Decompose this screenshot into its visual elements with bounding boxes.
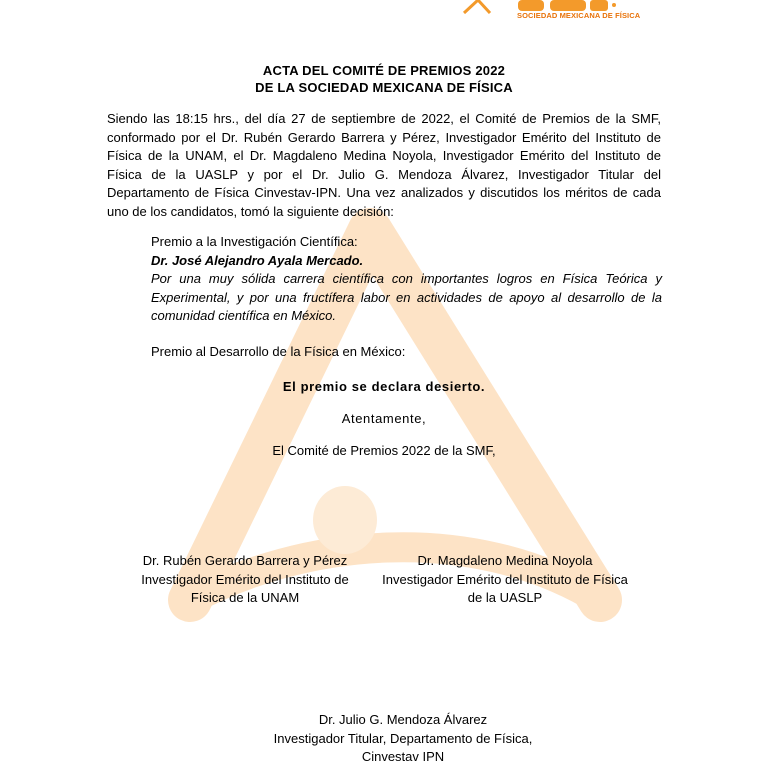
prize-development-heading: Premio al Desarrollo de la Física en México: xyxy=(151,344,406,359)
smf-logo xyxy=(460,0,640,24)
signature-name: Dr. Julio G. Mendoza Álvarez xyxy=(318,712,488,727)
signature-name: Dr. Rubén Gerardo Barrera y Pérez xyxy=(142,553,348,568)
signature-role: Investigador Titular, Departamento de Física, xyxy=(273,730,533,746)
prize-research-citation: Por una muy sólida carrera científica con importantes logros en Física Teórica y Experimental, y por una fructífera labor en actividades de apoyo al desarrollo de la comunidad científica en México. xyxy=(151,271,662,323)
prize-research-block xyxy=(151,233,662,326)
logo-subtitle: SOCIEDAD MEXICANA DE FÍSICA xyxy=(517,11,641,20)
signature-mendoza xyxy=(244,711,562,767)
signature-name: Dr. Magdaleno Medina Noyola xyxy=(417,553,593,568)
signature-role: Investigador Emérito del Instituto de xyxy=(141,571,349,587)
document-title-line-1: ACTA DEL COMITÉ DE PREMIOS 2022 xyxy=(262,63,506,78)
intro-paragraph: Siendo las 18:15 hrs., del día 27 de septiembre de 2022, el Comité de Premios de la SMF, conformado por el Dr. Rubén Gerardo Barrera y Pérez, Investigador Emérito del Instituto de Física de la UNAM, el Dr. Magdaleno Medina Noyola, Investigador Emérito del Instituto de Física de la UASLP y por el Dr. Julio G. Mendoza Álvarez, Investigador Titular del Departamento de Física Cinvestav-IPN. Una vez analizados y discutidos los méritos de cada uno de los candidatos, tomó la siguiente decisión: xyxy=(107,111,661,219)
prize-development-result: El premio se declara desierto. xyxy=(282,379,486,394)
signature-barrera xyxy=(120,552,370,608)
signature-role: Investigador Emérito del Instituto de Física xyxy=(382,571,628,587)
signature-institution: de la UASLP xyxy=(467,590,543,605)
closing-regards: Atentamente, xyxy=(341,411,427,426)
closing-committee: El Comité de Premios 2022 de la SMF, xyxy=(272,443,496,458)
prize-research-winner: Dr. José Alejandro Ayala Mercado. xyxy=(151,252,364,268)
signature-institution: Física de la UNAM xyxy=(190,590,300,605)
document-title-line-2: DE LA SOCIEDAD MEXICANA DE FÍSICA xyxy=(255,80,513,95)
signature-medina xyxy=(366,552,644,608)
signature-institution: Cinvestav IPN xyxy=(361,749,445,764)
prize-research-heading: Premio a la Investigación Científica: xyxy=(151,234,358,249)
